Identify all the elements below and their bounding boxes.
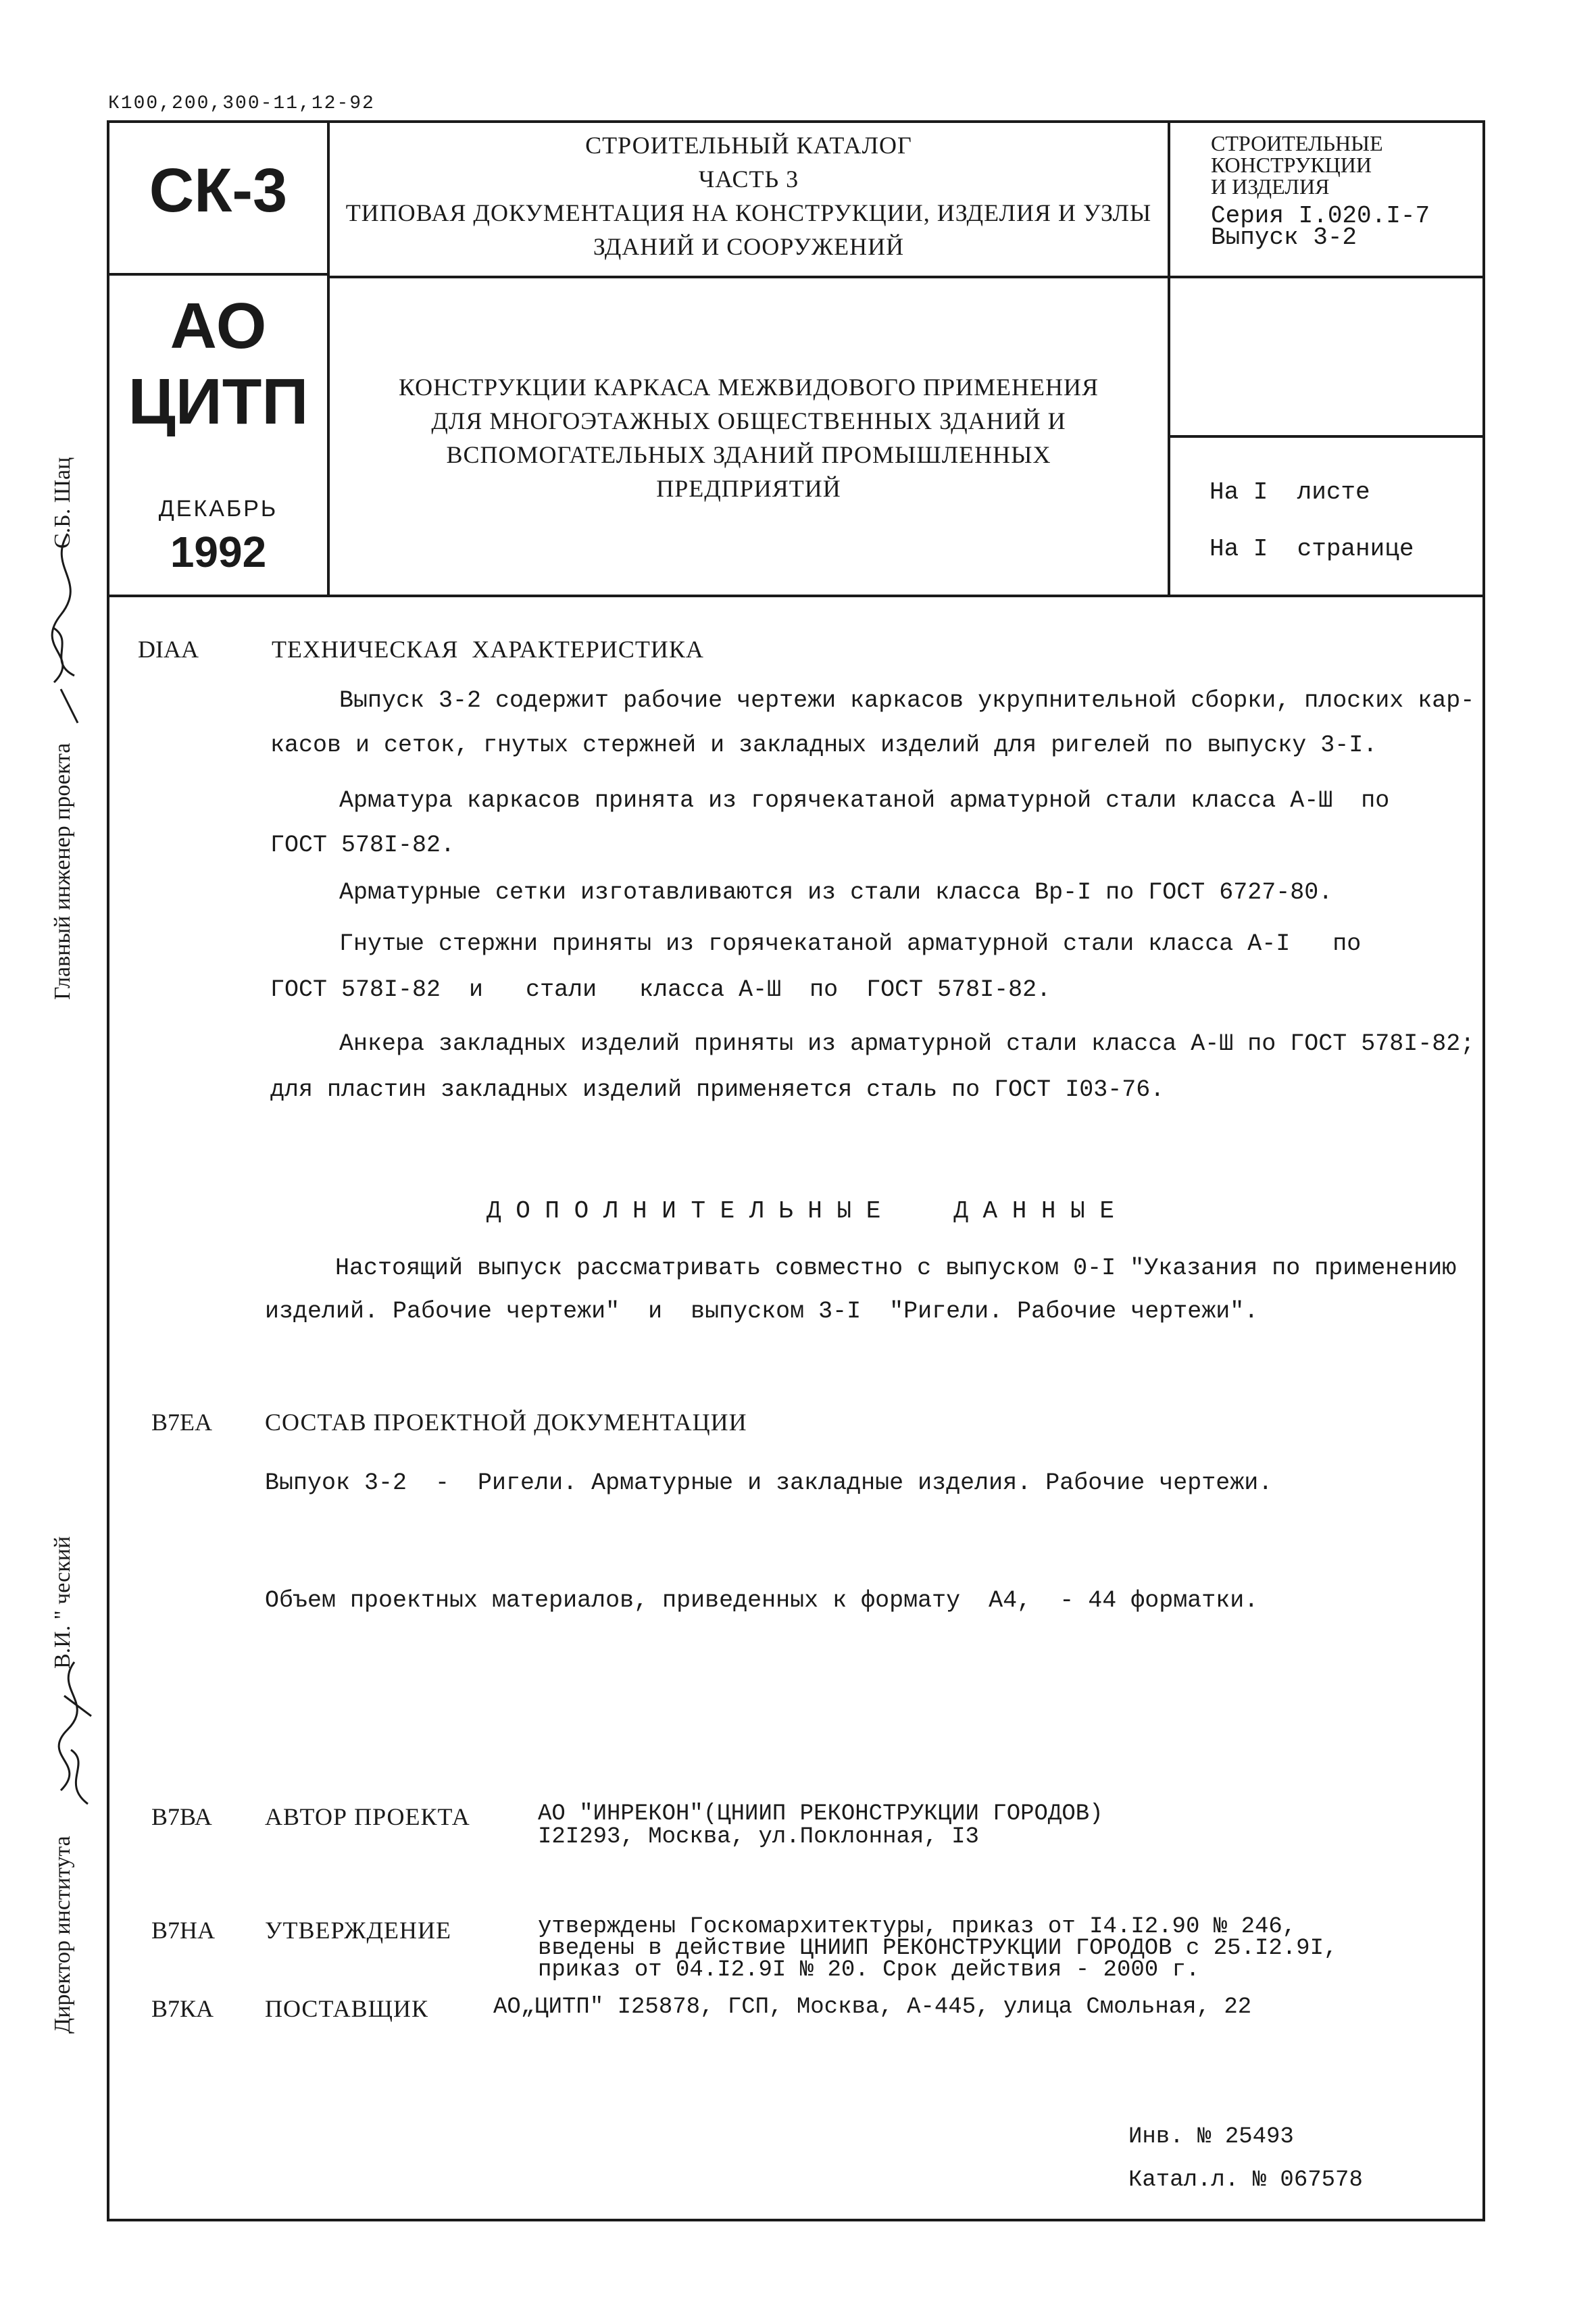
tech-line-9: для пластин закладных изделий применяется сталь по ГОСТ I03-76.	[270, 1076, 1165, 1103]
section-code-approval: В7НА	[151, 1917, 216, 1944]
extra-line-1: Настоящий выпуск рассматривать совместно с выпуском 0-I "Указания по применению	[335, 1255, 1457, 1282]
tech-line-5: Арматурные сетки изготавливаются из стали класса Вр-I по ГОСТ 6727-80.	[339, 879, 1333, 906]
margin-director: Директор института	[50, 1836, 75, 2034]
right-divider	[1168, 435, 1485, 438]
extra-line-2: изделий. Рабочие чертежи" и выпуском 3-I "Ригели. Рабочие чертежи".	[265, 1298, 1259, 1325]
section-heading-tech: ТЕХНИЧЕСКАЯ ХАРАКТЕРИСТИКА	[272, 636, 704, 663]
section-code-author: В7ВА	[151, 1803, 212, 1830]
title-line-4: ПРЕДПРИЯТИЙ	[656, 475, 841, 502]
title-line-3: ВСПОМОГАТЕЛЬНЫХ ЗДАНИЙ ПРОМЫШЛЕННЫХ	[446, 441, 1051, 468]
margin-chief-engineer: Главный инженер проекта	[50, 743, 75, 1000]
series-number: Серия I.020.I-7	[1211, 202, 1430, 230]
sheets-count: На I листе	[1210, 478, 1370, 506]
document-code: К100,200,300-11,12-92	[108, 93, 375, 114]
tech-line-7: ГОСТ 578I-82 и стали класса А-Ш по ГОСТ 578I-82.	[270, 976, 1051, 1003]
title-line-2: ДЛЯ МНОГОЭТАЖНЫХ ОБЩЕСТВЕННЫХ ЗДАНИЙ И	[431, 407, 1066, 434]
pages-count: На I странице	[1210, 535, 1414, 563]
left-divider-1	[107, 273, 330, 276]
approval-label: УТВЕРЖДЕНИЕ	[265, 1917, 452, 1944]
chief-engineer-signature	[41, 527, 95, 730]
author-line-2: I2I293, Москва, ул.Поклонная, I3	[538, 1824, 979, 1850]
catalog-code: СК-3	[149, 156, 288, 225]
title-block	[330, 370, 1168, 505]
margin-director-name: В.И. " ческий	[50, 1536, 75, 1669]
catalog-line-4: ЗДАНИЙ И СООРУЖЕНИЙ	[593, 233, 905, 260]
approval-line-2: введены в действие ЦНИИП РЕКОНСТРУКЦИИ ГОРОДОВ с 25.I2.9I,	[538, 1936, 1338, 1961]
docs-line-1: Выпуок 3-2 - Ригели. Арматурные и закладные изделия. Рабочие чертежи.	[265, 1469, 1273, 1496]
approval-line-1: утверждены Госкомархитектуры, приказ от I4.I2.90 № 246,	[538, 1914, 1297, 1940]
approval-info	[538, 1916, 1337, 1981]
catalog-line-3: ТИПОВАЯ ДОКУМЕНТАЦИЯ НА КОНСТРУКЦИИ, ИЗДЕЛИЯ И УЗЛЫ	[345, 199, 1152, 226]
series-line-2: КОНСТРУКЦИИ	[1211, 153, 1372, 177]
tech-line-2: касов и сеток, гнутых стержней и закладных изделий для ригелей по выпуску 3-I.	[270, 732, 1378, 759]
margin-chief-name: С.Б. Шац	[50, 457, 75, 549]
catalog-line-2: ЧАСТЬ 3	[698, 166, 799, 193]
catalog-block	[330, 128, 1168, 263]
section-code-docs: В7ЕА	[151, 1409, 212, 1436]
author-info	[538, 1803, 1103, 1848]
author-label: АВТОР ПРОЕКТА	[265, 1803, 470, 1830]
tech-line-8: Анкера закладных изделий приняты из арматурной стали класса А-Ш по ГОСТ 578I-82;	[339, 1030, 1475, 1057]
tech-line-4: ГОСТ 578I-82.	[270, 832, 455, 859]
tech-line-6: Гнутые стержни приняты из горячекатаной арматурной стали класса А-I по	[339, 930, 1362, 957]
title-line-1: КОНСТРУКЦИИ КАРКАСА МЕЖВИДОВОГО ПРИМЕНЕНИЯ	[399, 374, 1099, 401]
author-line-1: АО "ИНРЕКОН"(ЦНИИП РЕКОНСТРУКЦИИ ГОРОДОВ)	[538, 1801, 1103, 1827]
series-line-1: СТРОИТЕЛЬНЫЕ	[1211, 131, 1383, 155]
section-heading-extra: Д О П О Л Н И Т Е Л Ь Н Ы Е Д А Н Н Ы Е	[487, 1197, 1114, 1225]
docs-line-2: Объем проектных материалов, приведенных к формату А4, - 44 форматки.	[265, 1587, 1259, 1614]
tech-line-1: Выпуск 3-2 содержит рабочие чертежи каркасов укрупнительной сборки, плоских кар-	[339, 687, 1475, 714]
section-code-tech: DIAA	[138, 636, 199, 663]
series-line-3: И ИЗДЕЛИЯ	[1211, 174, 1330, 199]
inventory-number: Инв. № 25493	[1128, 2124, 1294, 2150]
director-signature	[41, 1649, 108, 1824]
org-line-1: АО	[170, 290, 267, 362]
catalog-sheet-number: Катал.л. № 067578	[1128, 2167, 1363, 2193]
supplier-info: АО„ЦИТП" I25878, ГСП, Москва, А-445, улица Смольная, 22	[493, 1994, 1252, 2020]
supplier-label: ПОСТАВЩИК	[265, 1995, 428, 2022]
issue-year: 1992	[170, 528, 267, 576]
section-heading-docs: СОСТАВ ПРОЕКТНОЙ ДОКУМЕНТАЦИИ	[265, 1409, 747, 1436]
catalog-line-1: СТРОИТЕЛЬНЫЙ КАТАЛОГ	[585, 132, 912, 159]
series-block	[1211, 132, 1430, 249]
issue-number: Выпуск 3-2	[1211, 224, 1357, 251]
header-divider-right	[1168, 120, 1170, 597]
approval-line-3: приказ от 04.I2.9I № 20. Срок действия - 2000 г.	[538, 1957, 1200, 1983]
tech-line-3: Арматура каркасов принята из горячекатаной арматурной стали класса А-Ш по	[339, 787, 1390, 814]
header-row-divider	[327, 276, 1485, 278]
section-code-supplier: В7КА	[151, 1995, 214, 2022]
header-bottom-divider	[107, 595, 1485, 597]
org-line-2: ЦИТП	[128, 366, 309, 438]
issue-month: ДЕКАБРЬ	[158, 496, 278, 522]
